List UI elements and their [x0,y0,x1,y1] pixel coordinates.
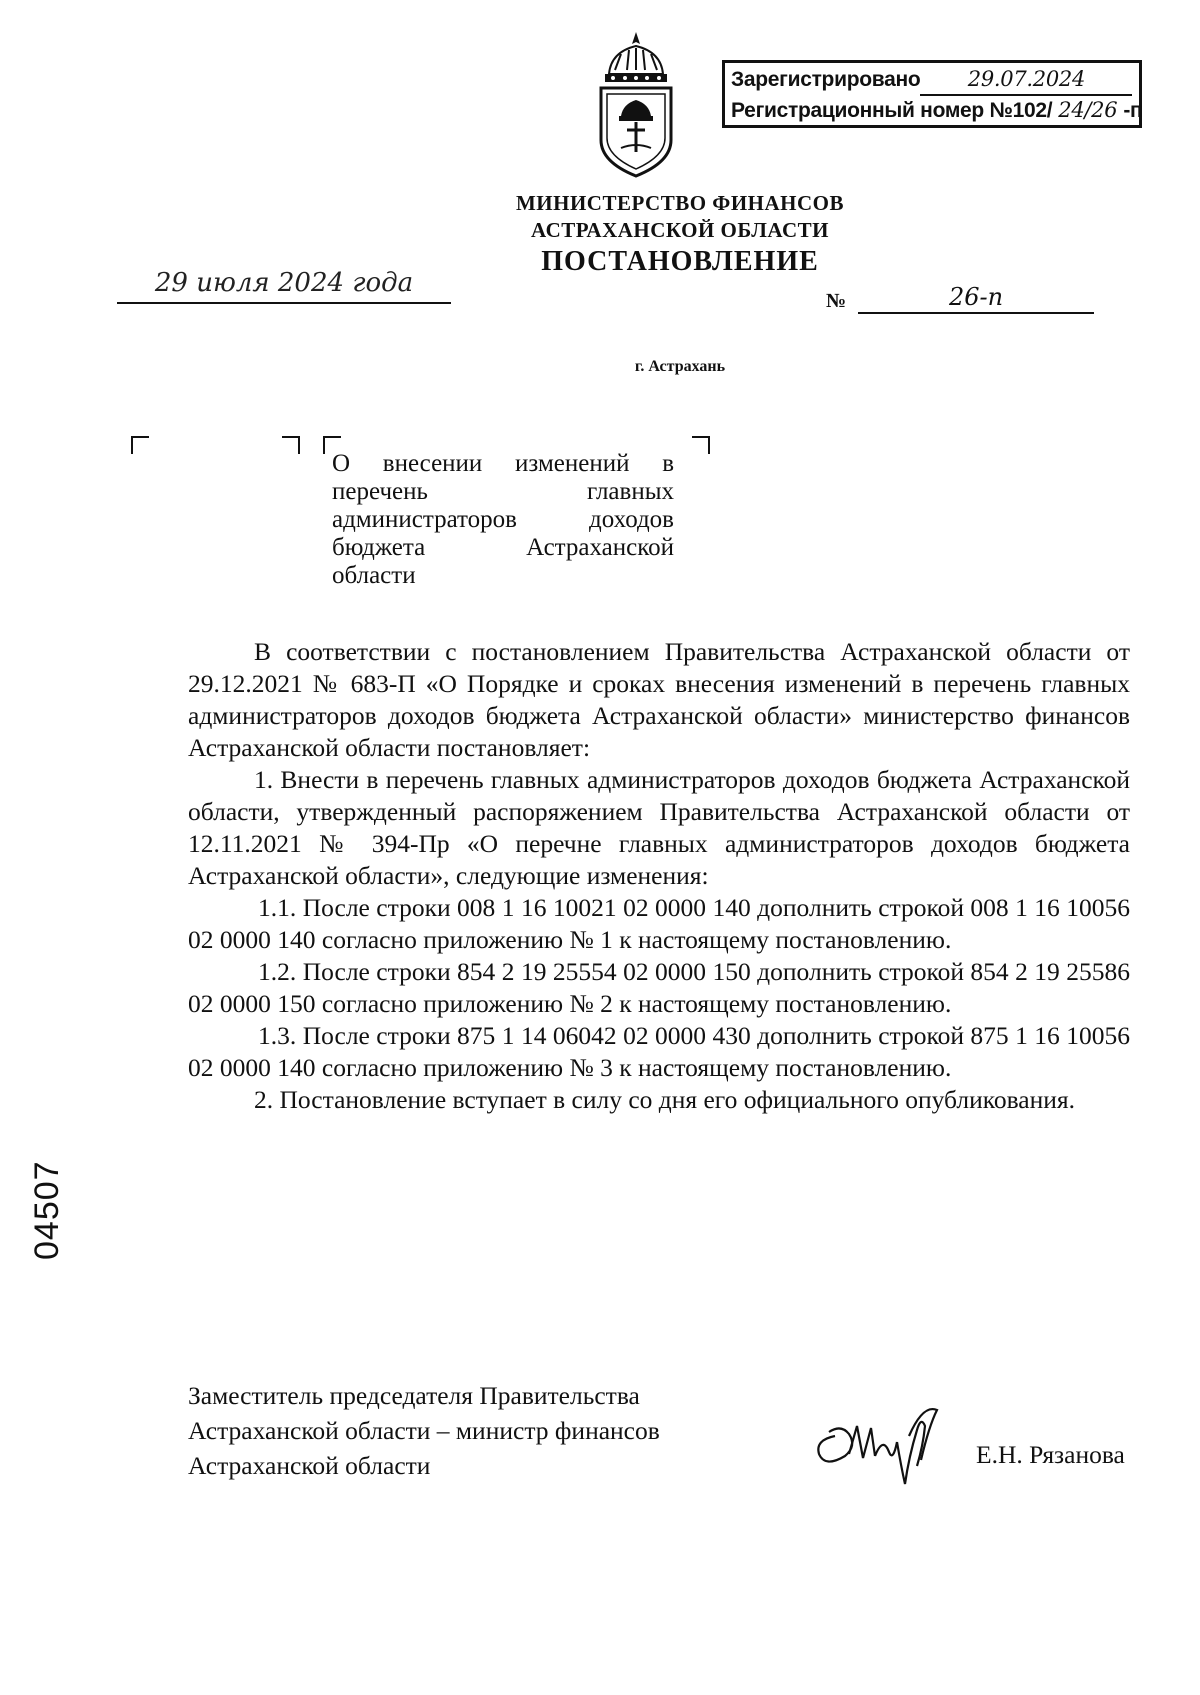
ministry-line-1: МИНИСТЕРСТВО ФИНАНСОВ [515,191,845,215]
signer-position-line-1: Заместитель председателя Правительства [188,1381,640,1410]
registration-stamp [722,60,1142,128]
item-1-2-paragraph: 1.2. После строки 854 2 19 25554 02 0000 150 дополнить строкой 854 2 19 25586 02 0000 150 согласно приложению № 2 к настоящему постановлению. [188,957,1130,1018]
item-1-paragraph: 1. Внести в перечень главных администраторов доходов бюджета Астраханской области, утвержденный распоряжением Правительства Астраханской области от 12.11.2021 № 394-Пр «О перечне главных администраторов доходов бюджета Астраханской области», следующие изменения: [188,765,1130,890]
subject-line: администраторов доходов [332,506,674,533]
subject-line: перечень главных [332,478,674,505]
subject-title [332,450,674,590]
item-1-1-paragraph: 1.1. После строки 008 1 16 10021 02 0000 140 дополнить строкой 008 1 16 10056 02 0000 140 согласно приложению № 1 к настоящему постановлению. [188,893,1130,954]
handwritten-number: 26-п [858,282,1094,314]
document-type: ПОСТАНОВЛЕНИЕ [541,246,819,277]
bracket-top-left [131,436,149,454]
regnum-label: Регистрационный номер №102/ [731,99,1053,122]
regnum-value: 24/26 [1052,96,1123,127]
regnum-suffix: -п [1123,99,1143,122]
registered-date: 29.07.2024 [920,65,1132,96]
number-label: № [826,290,847,312]
bracket-top-right [282,436,300,454]
registered-label: Зарегистрировано [731,68,921,91]
subject-line: бюджета Астраханской [332,534,674,561]
document-body [188,636,1130,1116]
subject-line: О внесении изменений в [332,450,674,477]
subject-line: области [332,562,416,589]
signer-position [188,1378,660,1483]
ministry-line-2: АСТРАХАНСКОЙ ОБЛАСТИ [530,218,830,242]
coat-of-arms-icon [591,30,681,180]
signer-position-line-3: Астраханской области [188,1451,431,1480]
signer-name: Е.Н. Рязанова [976,1440,1125,1469]
handwritten-date: 29 июля 2024 года [117,262,451,304]
ministry-name [380,190,980,244]
handwritten-signature [805,1396,955,1492]
item-2-paragraph: 2. Постановление вступает в силу со дня его официального опубликования. [254,1085,1075,1114]
signer-position-line-2: Астраханской области – министр финансов [188,1416,660,1445]
preamble-paragraph: В соответствии с постановлением Правительства Астраханской области от 29.12.2021 № 683-П «О Порядке и сроках внесения изменений в перечень главных администраторов доходов бюджета Астраханской области» министерство финансов Астраханской области постановляет: [188,637,1130,762]
city: г. Астрахань [634,358,726,375]
item-1-3-paragraph: 1.3. После строки 875 1 14 06042 02 0000 430 дополнить строкой 875 1 16 10056 02 0000 140 согласно приложению № 3 к настоящему постановлению. [188,1021,1130,1082]
bracket-top-right [692,436,710,454]
side-number: 04507 [28,1160,66,1260]
